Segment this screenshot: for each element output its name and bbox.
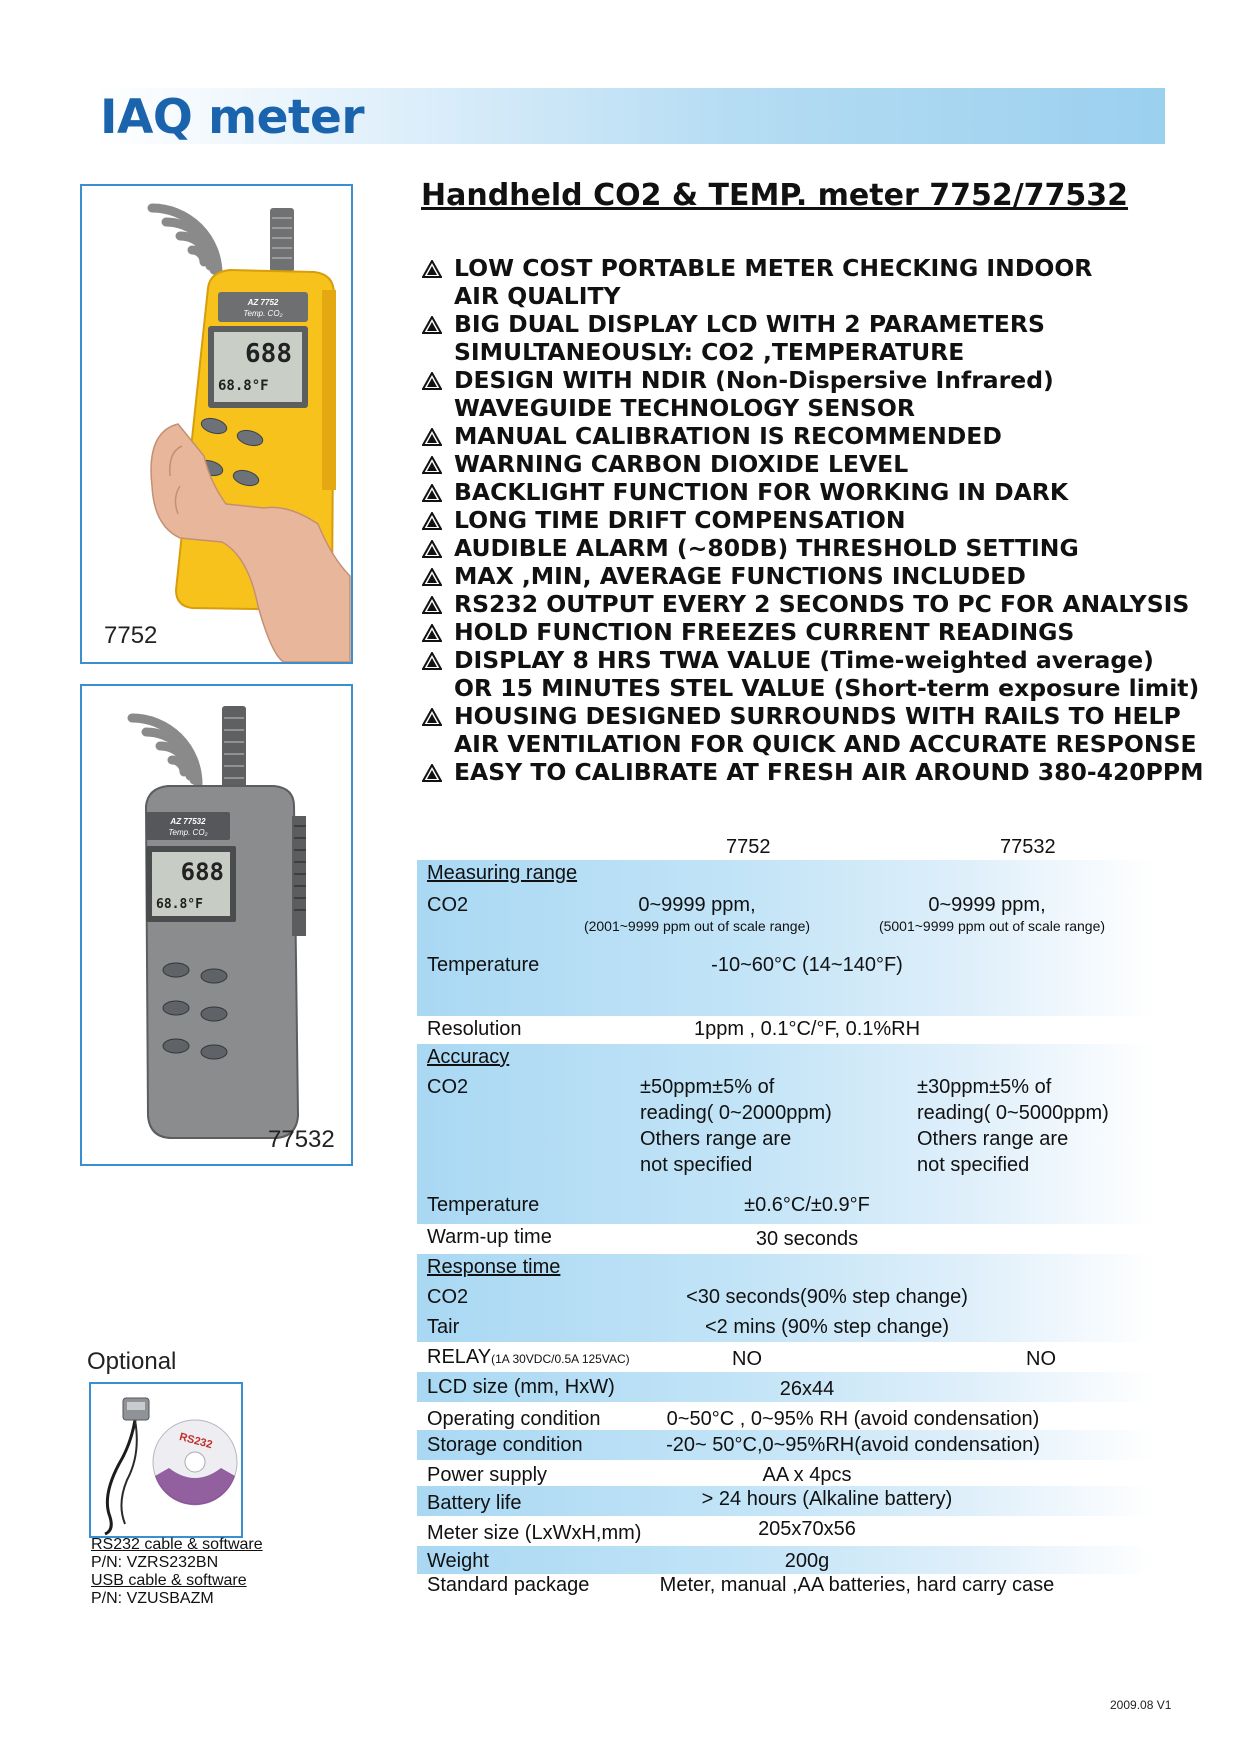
warning-triangle-icon	[422, 618, 454, 646]
feature-text: BACKLIGHT FUNCTION FOR WORKING IN DARK	[454, 478, 1069, 506]
svg-text:RS232: RS232	[177, 1430, 214, 1452]
spec-row-weight	[417, 1546, 1155, 1574]
spec-label-response-tair: Tair	[427, 1316, 460, 1338]
svg-text:AZ 7752: AZ 7752	[247, 298, 279, 307]
spec-section-response-time: Response time	[427, 1256, 561, 1278]
spec-row-resolution	[417, 1016, 1155, 1044]
optional-item-part-number: P/N: VZUSBAZM	[91, 1590, 214, 1607]
wireless-icon	[152, 208, 218, 274]
warning-triangle-icon	[422, 310, 454, 338]
product-photo-7752	[80, 184, 353, 664]
product-label-7752: 7752	[104, 622, 158, 649]
svg-text:AZ 77532: AZ 77532	[170, 817, 206, 826]
optional-item-part-number: P/N: VZRS232BN	[91, 1554, 219, 1571]
feature-item	[422, 590, 1212, 618]
feature-item	[422, 646, 1212, 702]
spec-label-warmup: Warm-up time	[427, 1226, 552, 1248]
spec-label-temperature-range: Temperature	[427, 954, 540, 976]
spec-label-storage: Storage condition	[427, 1434, 583, 1456]
svg-text:688: 688	[180, 858, 224, 886]
spec-row-package	[417, 1574, 1155, 1604]
feature-list	[422, 254, 1212, 786]
spec-row-operating	[417, 1402, 1155, 1430]
feature-item	[422, 758, 1212, 786]
feature-text: RS232 OUTPUT EVERY 2 SECONDS TO PC FOR ANALYSIS	[454, 590, 1190, 618]
spec-section-measuring-range: Measuring range	[427, 862, 578, 884]
product-subtitle: Handheld CO2 & TEMP. meter 7752/77532	[421, 178, 1129, 213]
spec-label-package: Standard package	[427, 1574, 590, 1596]
spec-note-co2-range-7752: (2001~9999 ppm out of scale range)	[583, 918, 811, 934]
feature-item	[422, 422, 1212, 450]
warning-triangle-icon	[422, 254, 454, 282]
spec-value-power: AA x 4pcs	[762, 1464, 852, 1486]
spec-value-weight: 200g	[784, 1550, 830, 1572]
spec-row-battery	[417, 1486, 1155, 1516]
spec-row-accuracy	[417, 1044, 1155, 1224]
spec-label-response-co2: CO2	[427, 1286, 469, 1308]
feature-text: MANUAL CALIBRATION IS RECOMMENDED	[454, 422, 1002, 450]
feature-item	[422, 450, 1212, 478]
spec-note-co2-range-77532: (5001~9999 ppm out of scale range)	[878, 918, 1106, 934]
feature-text: BIG DUAL DISPLAY LCD WITH 2 PARAMETERS SIMULTANEOUSLY: CO2 ,TEMPERATURE	[454, 310, 1045, 366]
feature-text: AUDIBLE ALARM (~80DB) THRESHOLD SETTING	[454, 534, 1079, 562]
spec-label-weight: Weight	[427, 1550, 489, 1572]
warning-triangle-icon	[422, 702, 454, 730]
spec-value-temperature-range: -10~60°C (14~140°F)	[711, 954, 903, 976]
svg-text:Temp. CO₂: Temp. CO₂	[168, 828, 208, 837]
warning-triangle-icon	[422, 562, 454, 590]
spec-value-resolution: 1ppm , 0.1°C/°F, 0.1%RH	[693, 1018, 921, 1040]
spec-value-warmup: 30 seconds	[755, 1228, 859, 1250]
feature-text: LOW COST PORTABLE METER CHECKING INDOOR AIR QUALITY	[454, 254, 1093, 310]
feature-item	[422, 702, 1212, 758]
warning-triangle-icon	[422, 422, 454, 450]
spec-value-co2-range-7752: 0~9999 ppm,	[638, 894, 756, 916]
feature-item	[422, 534, 1212, 562]
yellow-meter-illustration	[82, 186, 351, 662]
warning-triangle-icon	[422, 758, 454, 786]
spec-label-co2-accuracy: CO2	[427, 1076, 469, 1098]
spec-row-power	[417, 1460, 1155, 1486]
spec-value-battery: > 24 hours (Alkaline battery)	[701, 1488, 953, 1510]
optional-accessory-photo	[89, 1382, 243, 1538]
spec-label-meter-size: Meter size (LxWxH,mm)	[427, 1522, 642, 1544]
spec-col-header-7752: 7752	[726, 836, 771, 858]
spec-label-resolution: Resolution	[427, 1018, 522, 1040]
warning-triangle-icon	[422, 366, 454, 394]
svg-text:68.8°F: 68.8°F	[218, 378, 269, 394]
spec-label-power: Power supply	[427, 1464, 548, 1486]
spec-label-temperature-accuracy: Temperature	[427, 1194, 540, 1216]
feature-text: HOUSING DESIGNED SURROUNDS WITH RAILS TO HELP AIR VENTILATION FOR QUICK AND ACCURATE RESPONSE	[454, 702, 1197, 758]
warning-triangle-icon	[422, 450, 454, 478]
spec-value-co2-accuracy-7752: ±50ppm±5% of reading( 0~2000ppm) Others range are not specified	[640, 1076, 832, 1176]
feature-item	[422, 478, 1212, 506]
spec-value-response-tair: <2 mins (90% step change)	[704, 1316, 950, 1338]
optional-item-name: RS232 cable & software	[91, 1536, 263, 1553]
spec-label-relay: RELAY(1A 30VDC/0.5A 125VAC)	[427, 1346, 630, 1368]
svg-text:Temp. CO₂: Temp. CO₂	[243, 309, 283, 318]
spec-value-co2-accuracy-77532: ±30ppm±5% of reading( 0~5000ppm) Others range are not specified	[917, 1076, 1109, 1176]
feature-item	[422, 506, 1212, 534]
warning-triangle-icon	[422, 590, 454, 618]
feature-text: DESIGN WITH NDIR (Non-Dispersive Infrared) WAVEGUIDE TECHNOLOGY SENSOR	[454, 366, 1054, 422]
warning-triangle-icon	[422, 646, 454, 674]
spec-value-package: Meter, manual ,AA batteries, hard carry case	[659, 1574, 1055, 1596]
feature-item	[422, 254, 1212, 310]
spec-value-response-co2: <30 seconds(90% step change)	[686, 1286, 968, 1308]
spec-col-header-77532: 77532	[1000, 836, 1056, 858]
wireless-icon	[132, 718, 198, 784]
spec-value-meter-size: 205x70x56	[758, 1518, 856, 1540]
optional-title: Optional	[87, 1348, 177, 1375]
spec-table	[417, 860, 1155, 1604]
header-banner	[92, 88, 1165, 144]
spec-note-relay: (1A 30VDC/0.5A 125VAC)	[491, 1352, 630, 1366]
warning-triangle-icon	[422, 478, 454, 506]
feature-text: DISPLAY 8 HRS TWA VALUE (Time-weighted average) OR 15 MINUTES STEL VALUE (Short-term exposure limit)	[454, 646, 1200, 702]
product-photo-77532	[80, 684, 353, 1166]
spec-row-response-time	[417, 1254, 1155, 1342]
spec-row-lcd-size	[417, 1372, 1155, 1402]
gray-meter-illustration	[82, 686, 351, 1164]
page-title: IAQ meter	[100, 90, 365, 145]
spec-label-lcd-size: LCD size (mm, HxW)	[427, 1376, 615, 1398]
svg-text:688: 688	[245, 339, 292, 369]
feature-text: LONG TIME DRIFT COMPENSATION	[454, 506, 906, 534]
spec-row-storage	[417, 1430, 1155, 1460]
spec-value-relay-7752: NO	[732, 1348, 762, 1370]
document-version: 2009.08 V1	[1110, 1698, 1172, 1712]
feature-text: WARNING CARBON DIOXIDE LEVEL	[454, 450, 909, 478]
spec-value-relay-77532: NO	[1026, 1348, 1056, 1370]
spec-row-measuring-range	[417, 860, 1155, 1016]
spec-value-co2-range-77532: 0~9999 ppm,	[928, 894, 1046, 916]
feature-item	[422, 618, 1212, 646]
optional-item-name: USB cable & software	[91, 1572, 247, 1589]
warning-triangle-icon	[422, 534, 454, 562]
spec-value-operating: 0~50°C , 0~95% RH (avoid condensation)	[666, 1408, 1040, 1430]
spec-label-battery: Battery life	[427, 1492, 522, 1514]
warning-triangle-icon	[422, 506, 454, 534]
svg-text:68.8°F: 68.8°F	[156, 897, 203, 912]
spec-value-temperature-accuracy: ±0.6°C/±0.9°F	[744, 1194, 870, 1216]
feature-item	[422, 310, 1212, 366]
spec-label-co2-range: CO2	[427, 894, 469, 916]
feature-text: EASY TO CALIBRATE AT FRESH AIR AROUND 380-420PPM	[454, 758, 1204, 786]
spec-row-relay	[417, 1342, 1155, 1372]
spec-row-meter-size	[417, 1516, 1155, 1546]
cable-and-cd-illustration	[91, 1384, 241, 1536]
spec-value-storage: -20~ 50°C,0~95%RH(avoid condensation)	[666, 1434, 1040, 1456]
feature-item	[422, 366, 1212, 422]
feature-text: HOLD FUNCTION FREEZES CURRENT READINGS	[454, 618, 1075, 646]
spec-label-operating: Operating condition	[427, 1408, 601, 1430]
feature-item	[422, 562, 1212, 590]
spec-section-accuracy: Accuracy	[427, 1046, 510, 1068]
spec-value-lcd-size: 26x44	[779, 1378, 835, 1400]
product-label-77532: 77532	[268, 1126, 335, 1153]
feature-text: MAX ,MIN, AVERAGE FUNCTIONS INCLUDED	[454, 562, 1026, 590]
spec-row-warmup	[417, 1224, 1155, 1254]
